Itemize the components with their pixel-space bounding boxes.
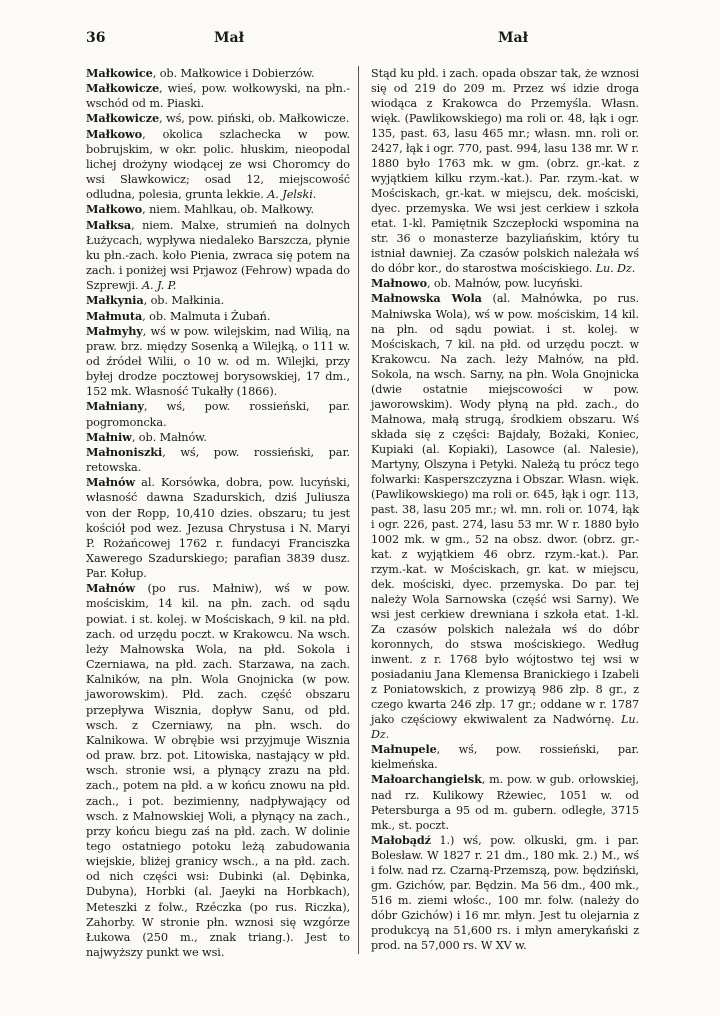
left-column [86, 66, 350, 960]
dictionary-entry [371, 276, 639, 291]
entry-signature: Lu. Dz. [371, 713, 639, 742]
entry-body: , wś w pow. wilejskim, nad Wilią, na praw. brz. między Sosenką a Wilejką, o 111 w. od źródeł Wilii, o 10 w. od m. Wilejki, przy byłej drodze pocztowej borysowskiej, 17 dm., 152 mk. Własność Tukałły (1866). [86, 324, 350, 399]
entry-headword: Małkowo [86, 202, 143, 217]
entry-headword: Małmyhy [86, 323, 143, 338]
entry-headword: Małobądź [371, 832, 431, 847]
entry-signature: A. Jelski. [267, 188, 317, 202]
dictionary-entry [86, 81, 350, 111]
column-divider [358, 66, 359, 954]
entry-body: , wś, pow. rossieński, par. pogromoncka. [86, 400, 350, 429]
entry-signature: Lu. Dz. [595, 262, 636, 276]
entry-headword: Małoarchangielsk [371, 772, 482, 787]
entry-headword: Małnów [86, 581, 136, 596]
entry-headword: Małniw [86, 429, 132, 444]
page-number: 36 [86, 30, 106, 46]
dictionary-entry [86, 111, 350, 126]
entry-body: , ob. Małnów, pow. lucyński. [426, 277, 583, 291]
entry-body: , ob. Małkowice i Dobierzów. [152, 67, 315, 80]
dictionary-entry [86, 581, 350, 960]
dictionary-entry [86, 399, 350, 429]
dictionary-entry [86, 324, 350, 400]
entry-headword: Małmuta [86, 308, 143, 323]
entry-headword: Małnoniszki [86, 444, 163, 459]
right-running-head: Mał [498, 30, 528, 46]
dictionary-entry [86, 475, 350, 581]
entry-headword: Małkowo [86, 126, 143, 141]
entry-body: 1.) wś, pow. olkuski, gm. i par. Bolesław. W 1827 r. 21 dm., 180 mk. 2.) M., wś i folw. nad rz. Czarną-Przemszą, pow. będziński, gm. Gzichów, par. Będzin. Ma 56 dm., 400 mk., 516 m. ziemi włośc., 100 mr. folw. (należy do dóbr Gzichów) i 16 mr. młyn. Jest tu olejarnia z produkcyą na 51,600 rs. i młyn amerykański z prod. na 57,000 rs. W XV w. [371, 833, 639, 952]
dictionary-entry [371, 66, 639, 276]
entry-body: , wś, pow. rossieński, par. kielmeńska. [371, 743, 639, 772]
entry-body: , wś, pow. rossieński, par. retowska. [86, 445, 350, 475]
left-running-head: Mał [214, 30, 244, 46]
dictionary-entry [86, 293, 350, 308]
dictionary-entry [86, 430, 350, 445]
entry-body: al. Korsówka, dobra, pow. lucyński, własność dawna Szadurskich, dziś Juliusza von der Ropp, 10,410 dzies. obszaru; tu jest kościół pod wez. Jezusa Chrystusa i N. Maryi P. Rożańcowej 1762 r. fundacyi Franciszka Xawerego Szadurskiego; parafian 3839 dusz. Par. Kołup. [86, 476, 350, 581]
entry-body: , m. pow. w gub. orłowskiej, nad rz. Kulikowy Rżewiec, 1051 w. od Petersburga a 95 od m. gubern. odległe, 3715 mk., st. poczt. [371, 773, 639, 832]
entry-headword: Małkynia [86, 293, 144, 308]
entry-body: , ob. Małkinia. [143, 294, 225, 308]
dictionary-entry [86, 445, 350, 475]
entry-signature: A. J. P. [142, 279, 177, 293]
entry-headword: Małkowicze [86, 111, 160, 126]
entry-body: , wś, pow. piński, ob. Małkowicze. [159, 112, 350, 126]
entry-headword: Małnowo [371, 276, 427, 291]
entry-headword: Małkowice [86, 66, 153, 80]
dictionary-entry [86, 202, 350, 217]
page-header [86, 30, 664, 52]
dictionary-entry [371, 833, 639, 953]
entry-headword: Małniany [86, 399, 144, 414]
dictionary-entry [371, 291, 639, 742]
dictionary-entry [86, 218, 350, 294]
entry-headword: Małnowska Wola [371, 291, 482, 306]
entry-body: , okolica szlachecka w pow. bobrujskim, w okr. polic. hłuskim, nieopodal lichej drożyny wiodącej ze wsi Choromcy do wsi Sławkowicz; osad 12, miejscowość odludna, polesia, grunta lekkie. [86, 127, 350, 202]
entry-body: (po rus. Małniw), wś w pow. mościskim, 14 kil. na płn. zach. od sądu powiat. i st. kolej. w Mościskach, 9 kil. na płd. zach. od urzędu poczt. w Krakowcu. Na wsch. leży Małnowska Wola, na płd. Sokola i Czerniawa, na płd. zach. Starzawa, na zach. Kalników, na płn. Wola Gnojnicka (w pow. jaworowskim). Płd. zach. część obszaru przepływa Wisznia, dopływ Sanu, od płd. wsch. z Czerniawy, na płn. wsch. do Kalnikowa. W obrębie wsi przyjmuje Wisznia od praw. brz. pot. Litowiska, nastający w płd. wsch. stronie wsi, a płynący zrazu na płd. zach., potem na płd. a w końcu znowu na płd. zach., i pot. bezimienny, nadpływający od wsch. z Małnowskiej Woli, a płynący na zach., przy końcu biegu zaś na płd. zach. W dolinie tego ostatniego potoku leżą zabudowania wiejskie, bliżej granicy wsch., a na płd. zach. od nich części wsi: Dubinki (al. Dębinka, Dubyna), Horbki (al. Jaeyki na Horbkach), Meteszki z folw., Rzéczka (po rus. Riczka), Zahorby. W stronie płn. wznosi się wzgórze Łukowa (250 m., znak triang.). Jest to najwyższy punkt we wsi. [86, 582, 350, 960]
dictionary-entry [371, 742, 639, 772]
dictionary-entry [371, 772, 639, 832]
dictionary-entry [86, 66, 350, 81]
entry-body: , niem. Mahlkau, ob. Małkowy. [142, 203, 315, 217]
entry-body: (al. Małnówka, po rus. Małniwska Wola), wś w pow. mościskim, 14 kil. na płn. od sądu powiat. i st. kolej. w Mościskach, 7 kil. na płd. od urzędu poczt. w Krakowcu. Na zach. leży Małnów, na płd. Sokola, na wsch. Sarny, na płn. Wola Gnojnicka (dwie ostatnie miejscowości w pow. jaworowskim). Wody płyną na płd. zach., do Małnowa, małą strugą, środkiem obszaru. Wś składa się z części: Bajdały, Bożaki, Koniec, Kupiaki (al. Kopiaki), Lasowce (al. Nalesie), Martyny, Olszyna i Petyki. Należą tu prócz tego folwarki: Kasperszczyzna i Obszar. Własn. więk. (Pawlikowskiego) ma roli or. 645, łąk i ogr. 113, past. 38, lasu 205 mr.; wł. mn. roli or. 1074, łąk i ogr. 226, past. 274, lasu 53 mr. W r. 1880 było 1002 mk. w gm., 52 na obsz. dwor. (obrz. gr.-kat. z wyjątkiem 46 obrz. rzym.-kat.). Par. rzym.-kat. w Mościskach, gr. kat. w miejscu, dek. mościski, dyec. przemyska. Do par. tej należy Wola Sarnowska (część wsi Sarny). We wsi jest cerkiew drewniana i szkoła etat. 1-kl. Za czasów polskich należała wś do dóbr koronnych, do stswa mościskiego. Według inwent. z r. 1768 było wójtostwo tej wsi w posiadaniu Jana Klemensa Branickiego i Izabeli z Poniatowskich, z prowizyą 986 złp. 8 gr., z czego kwarta 246 złp. 17 gr.; oddane w r. 1787 jako częściowy ekwiwalent za Nadwórnę. [371, 292, 639, 727]
dictionary-entry [86, 309, 350, 324]
entry-body: Stąd ku płd. i zach. opada obszar tak, że wznosi się od 219 do 209 m. Przez wś idzie droga wiodąca z Krakowca do Przemyśla. Własn. więk. (Pawlikowskiego) ma roli or. 48, łąk i ogr. 135, past. 63, lasu 465 mr.; własn. mn. roli or. 2427, łąk i ogr. 770, past. 994, lasu 138 mr. W r. 1880 było 1763 mk. w gm. (obrz. gr.-kat. z wyjątkiem kilku rzym.-kat.). Par. rzym.-kat. w Mościskach, gr.-kat. w miejscu, dek. mościski, dyec. przemyska. We wsi jest cerkiew i szkoła etat. 1-kl. Pamiętnik Szczepłocki wspomina na str. 36 o monasterze bazyliańskim, który tu istniał dawniej. Za czasów polskich należała wś do dóbr kor., do starostwa mościskiego. [371, 67, 639, 276]
entry-body: , niem. Malxe, strumień na dolnych Łużycach, wypływa niedaleko Barszcza, płynie ku płn.-zach. koło Pienia, zwraca się potem na zach. i poniżej wsi Prjawoz (Fehrow) wpada do Szprewji. [86, 218, 350, 293]
entry-body: , ob. Malmuta i Żubań. [142, 309, 271, 323]
entry-headword: Małnów [86, 475, 136, 490]
entry-body: , ob. Małnów. [131, 430, 207, 444]
right-column [371, 66, 639, 953]
entry-headword: Małnupele [371, 742, 437, 757]
entry-headword: Małkowicze [86, 81, 160, 96]
entry-body: , wieś, pow. wołkowyski, na płn.-wschód od m. Piaski. [86, 82, 350, 111]
dictionary-entry [86, 127, 350, 203]
entry-headword: Małksa [86, 217, 132, 232]
